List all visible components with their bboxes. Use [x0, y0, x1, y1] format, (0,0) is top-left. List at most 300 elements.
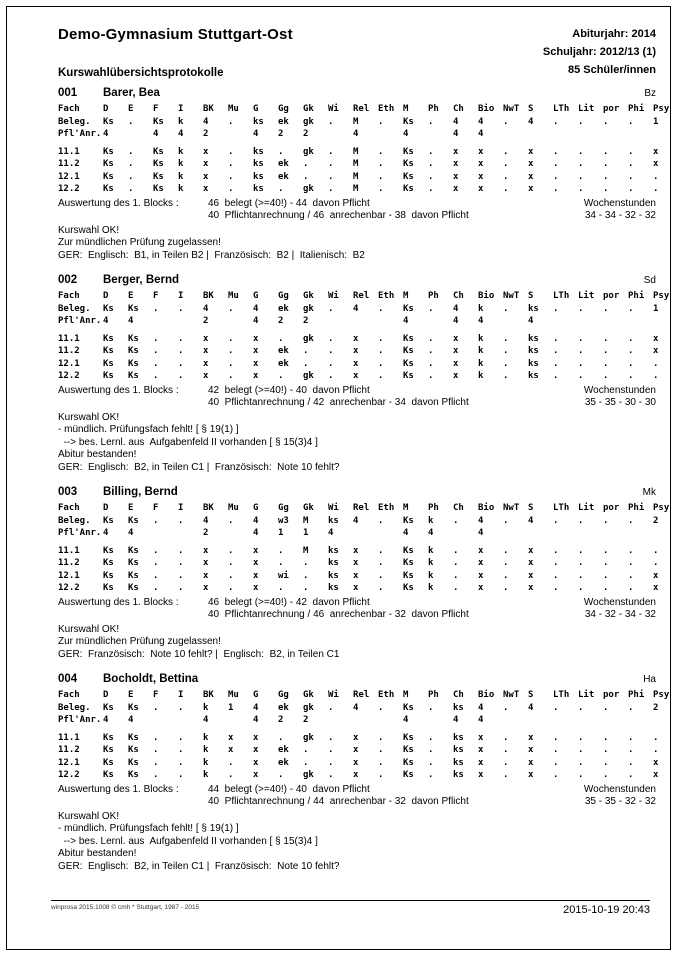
course-cell: ek [278, 358, 289, 369]
column-label: Bio [478, 291, 495, 301]
course-cell: . [428, 745, 434, 755]
course-cell: ek [278, 702, 289, 713]
course-cell: Ks [403, 732, 414, 743]
column-label: Ph [428, 690, 439, 700]
column-label: Ch [453, 690, 464, 700]
block-evaluation [58, 385, 656, 410]
note-line: Abitur bestanden! [58, 848, 137, 859]
course-cell: Ks [128, 333, 139, 344]
row-label: 12.2 [58, 371, 80, 381]
course-cell: x [203, 545, 209, 556]
course-cell [603, 527, 628, 540]
row-label: 11.1 [58, 146, 80, 157]
course-cell: . [653, 745, 659, 755]
row-label: 12.1 [58, 358, 80, 369]
course-cell: x [253, 745, 259, 755]
course-cell: 4 [253, 528, 259, 538]
course-cell [528, 714, 553, 727]
course-cell: 4 [128, 715, 134, 725]
course-cell: ks [253, 171, 264, 182]
course-cell: . [578, 146, 584, 157]
evaluation-label: Auswertung des 1. Blocks : [58, 197, 179, 209]
course-row-12-2 [58, 370, 659, 383]
wochenstunden-label: Wochenstunden [583, 596, 656, 608]
course-cell [428, 714, 453, 727]
course-cell: . [228, 558, 234, 568]
course-cell: . [503, 545, 509, 556]
wochenstunden-label: Wochenstunden [583, 384, 656, 396]
course-cell: 4 [353, 129, 359, 139]
course-table [58, 502, 670, 595]
column-label: Ph [428, 503, 439, 513]
row-label: 11.1 [58, 333, 80, 344]
course-cell: . [228, 116, 234, 127]
course-cell: gk [303, 702, 314, 713]
course-cell: . [503, 333, 509, 344]
course-cell: . [503, 159, 509, 169]
course-cell: x [528, 770, 534, 780]
column-label-fach: Fach [58, 690, 80, 700]
course-cell: Ks [128, 558, 139, 568]
note-line: Abitur bestanden! [58, 449, 137, 460]
course-cell: gk [303, 303, 314, 314]
course-cell: 4 [453, 316, 459, 326]
course-cell [578, 714, 603, 727]
column-label: F [153, 104, 159, 114]
course-cell: 1 [303, 528, 309, 538]
course-cell [503, 527, 528, 540]
column-label: Lit [578, 104, 595, 114]
course-cell: . [328, 184, 334, 194]
anrechnung-summary: 40 Pflichtanrechnung / 46 anrechenbar - 32 davon Pflicht [208, 609, 469, 620]
course-cell: . [553, 732, 559, 743]
course-cell: . [428, 702, 434, 713]
course-cell: . [178, 545, 184, 556]
course-cell: M [303, 545, 309, 556]
course-cell: x [478, 545, 484, 556]
course-cell: x [528, 558, 534, 568]
course-cell: . [503, 702, 509, 713]
course-cell: . [153, 570, 159, 581]
course-cell: ks [453, 757, 464, 768]
student-header [58, 274, 656, 288]
evaluation-row [58, 609, 656, 622]
student-section [58, 673, 670, 873]
course-cell: . [128, 171, 134, 182]
course-cell: 4 [528, 515, 534, 526]
course-cell: k [478, 358, 484, 369]
course-cell: . [628, 583, 634, 593]
column-label: Ch [453, 104, 464, 114]
course-cell: . [153, 745, 159, 755]
course-cell: x [453, 159, 459, 169]
course-cell [578, 527, 603, 540]
course-cell: 2 [203, 316, 209, 326]
course-cell: x [478, 184, 484, 194]
course-cell: . [553, 570, 559, 581]
column-label: D [103, 503, 109, 513]
block-evaluation [58, 198, 656, 223]
course-row-pfl-anr- [58, 527, 656, 540]
course-cell: . [378, 770, 384, 780]
belegt-summary: 46 belegt (>=40!) - 42 davon Pflicht [208, 596, 370, 608]
course-cell [353, 315, 378, 328]
course-cell: . [378, 371, 384, 381]
course-cell: . [428, 171, 434, 182]
course-cell: . [153, 732, 159, 743]
course-cell: . [328, 745, 334, 755]
course-cell: . [628, 702, 634, 713]
course-cell: . [628, 745, 634, 755]
course-table-body [58, 702, 659, 782]
course-cell: Ks [103, 702, 114, 713]
note-line: --> bes. Lernl. aus Aufgabenfeld II vorhanden [ § 15(3)4 ] [58, 436, 318, 448]
column-label: LTh [553, 291, 570, 301]
wochenstunden-values: 34 - 32 - 34 - 32 [584, 609, 656, 620]
course-cell: w3 [278, 515, 289, 526]
column-label: Gg [278, 104, 289, 114]
column-label: Wi [328, 503, 339, 513]
course-cell: Ks [128, 346, 139, 356]
course-cell: 2 [203, 528, 209, 538]
course-cell: x [353, 745, 359, 755]
course-cell: . [553, 371, 559, 381]
column-label: G [253, 104, 259, 114]
belegt-summary: 42 belegt (>=40!) - 40 davon Pflicht [208, 384, 370, 396]
course-row-pfl-anr- [58, 714, 656, 727]
course-cell: 4 [478, 715, 484, 725]
student-notes [58, 225, 656, 263]
column-label: BK [203, 690, 214, 700]
course-cell: Ks [103, 558, 114, 568]
course-cell: x [528, 570, 534, 581]
course-cell: Ks [403, 116, 414, 127]
footer-timestamp: 2015-10-19 20:43 [563, 904, 650, 916]
column-label: Ph [428, 104, 439, 114]
course-cell: k [478, 346, 484, 356]
course-cell: x [528, 757, 534, 768]
course-cell: . [328, 702, 334, 713]
course-row-11-1 [58, 333, 659, 346]
course-cell: . [428, 303, 434, 314]
course-cell: . [178, 732, 184, 743]
row-label: Beleg. [58, 515, 91, 526]
course-cell: . [653, 558, 659, 568]
course-cell: . [278, 583, 284, 593]
course-cell [378, 527, 403, 540]
course-cell [603, 714, 628, 727]
column-label: Eth [378, 690, 395, 700]
student-section [58, 274, 670, 474]
column-label: Mu [228, 690, 239, 700]
course-cell: k [478, 371, 484, 381]
course-cell [528, 128, 553, 141]
column-label: Rel [353, 690, 370, 700]
column-label: por [603, 690, 620, 700]
column-label: M [403, 690, 409, 700]
course-cell: . [578, 171, 584, 182]
evaluation-row [58, 796, 656, 809]
course-cell: . [328, 346, 334, 356]
column-label: Phi [628, 690, 645, 700]
note-line: Kurswahl OK! [58, 411, 120, 423]
course-cell: . [153, 358, 159, 369]
column-label: S [528, 104, 534, 114]
course-cell: . [578, 371, 584, 381]
course-cell: ek [278, 303, 289, 314]
note-line: GER: Englisch: B2, in Teilen C1 | Französisch: Note 10 fehlt? [58, 860, 340, 872]
course-cell: . [153, 333, 159, 344]
course-cell: x [228, 745, 234, 755]
course-cell: . [653, 371, 659, 381]
column-label: Lit [578, 291, 595, 301]
student-number: 002 [58, 274, 78, 286]
row-label: Beleg. [58, 702, 91, 713]
course-cell: . [603, 358, 609, 369]
course-table-header-row [58, 689, 670, 702]
school-name: Demo-Gymnasium Stuttgart-Ost [58, 26, 293, 43]
note-line: --> bes. Lernl. aus Aufgabenfeld II vorhanden [ § 15(3)4 ] [58, 835, 318, 847]
course-cell: . [328, 146, 334, 157]
row-label: 11.2 [58, 346, 80, 356]
course-row-pfl-anr- [58, 315, 656, 328]
course-cell: x [353, 333, 359, 344]
course-cell: Ks [103, 757, 114, 768]
course-cell: . [628, 184, 634, 194]
column-label: I [178, 104, 184, 114]
student-header [58, 673, 656, 687]
course-cell: . [153, 757, 159, 768]
course-cell: . [628, 770, 634, 780]
students-list [58, 87, 670, 873]
student-notes [58, 624, 656, 662]
course-cell: k [178, 116, 184, 127]
course-cell: x [203, 358, 209, 369]
course-cell: x [203, 184, 209, 194]
course-cell: . [428, 116, 434, 127]
course-cell: . [578, 757, 584, 768]
course-cell: M [353, 159, 359, 169]
course-cell: . [153, 702, 159, 713]
course-row-beleg- [58, 515, 659, 528]
course-cell: . [228, 184, 234, 194]
course-cell: Ks [103, 732, 114, 743]
column-label: D [103, 690, 109, 700]
row-label: 11.2 [58, 745, 80, 755]
course-cell [628, 527, 653, 540]
course-cell: x [253, 333, 259, 344]
course-cell: . [378, 745, 384, 755]
course-cell: . [628, 358, 634, 369]
block-evaluation [58, 784, 656, 809]
course-cell: . [453, 583, 459, 593]
column-label: NwT [503, 690, 520, 700]
course-cell: 2 [303, 316, 309, 326]
course-cell: . [628, 303, 634, 314]
course-cell: ks [328, 558, 339, 568]
row-label: 12.1 [58, 757, 80, 768]
course-cell: Ks [403, 583, 414, 593]
course-cell [428, 315, 453, 328]
course-cell: x [653, 570, 659, 581]
course-cell: x [203, 570, 209, 581]
course-cell: x [453, 333, 459, 344]
course-cell: wi [278, 570, 289, 581]
course-row-12-2 [58, 769, 659, 782]
belegt-summary: 46 belegt (>=40!) - 44 davon Pflicht [208, 197, 370, 209]
course-cell: ks [328, 570, 339, 581]
course-cell: 4 [428, 528, 434, 538]
course-cell: . [153, 303, 159, 314]
course-cell: x [653, 583, 659, 593]
course-cell: . [503, 358, 509, 369]
column-label: Gk [303, 291, 314, 301]
course-cell: . [228, 371, 234, 381]
anrechnung-summary: 40 Pflichtanrechnung / 46 anrechenbar - 38 davon Pflicht [208, 210, 469, 221]
course-cell: . [128, 116, 134, 127]
column-label: Ph [428, 291, 439, 301]
course-cell: . [628, 732, 634, 743]
anrechnung-summary: 40 Pflichtanrechnung / 44 anrechenbar - 32 davon Pflicht [208, 796, 469, 807]
column-label: por [603, 503, 620, 513]
course-cell: 4 [103, 129, 109, 139]
course-cell: . [653, 732, 659, 743]
course-cell: ek [278, 346, 289, 356]
column-label: por [603, 291, 620, 301]
course-cell: gk [303, 770, 314, 780]
course-cell: x [203, 171, 209, 182]
course-row-11-2 [58, 744, 659, 757]
course-cell: . [453, 570, 459, 581]
course-cell: . [303, 171, 309, 182]
course-cell: . [603, 757, 609, 768]
course-row-11-1 [58, 146, 659, 159]
course-cell: 4 [203, 303, 209, 314]
column-label: Phi [628, 503, 645, 513]
course-cell: . [178, 371, 184, 381]
note-line: Kurswahl OK! [58, 810, 120, 822]
course-cell: x [478, 159, 484, 169]
course-cell: . [428, 770, 434, 780]
course-table-body [58, 116, 659, 196]
course-cell: . [278, 558, 284, 568]
course-cell [603, 128, 628, 141]
course-cell: . [503, 515, 509, 526]
course-cell: x [203, 159, 209, 169]
course-cell: Ks [403, 745, 414, 755]
course-cell: 4 [528, 116, 534, 127]
course-cell: 2 [278, 715, 284, 725]
course-cell: . [553, 171, 559, 182]
course-cell: . [453, 515, 459, 526]
course-cell: . [603, 346, 609, 356]
course-cell: . [628, 346, 634, 356]
course-cell: ek [278, 171, 289, 182]
course-cell: Ks [403, 171, 414, 182]
course-cell: . [428, 184, 434, 194]
course-cell: k [203, 770, 209, 780]
course-cell: x [253, 583, 259, 593]
course-cell: x [253, 346, 259, 356]
course-cell: x [353, 583, 359, 593]
course-row-beleg- [58, 303, 659, 316]
course-cell: Ks [103, 358, 114, 369]
column-label: LTh [553, 503, 570, 513]
course-cell: . [628, 171, 634, 182]
course-cell [328, 315, 353, 328]
course-cell: . [378, 303, 384, 314]
course-cell: . [553, 702, 559, 713]
course-cell: . [278, 184, 284, 194]
course-cell: ks [528, 303, 539, 314]
course-cell: x [528, 732, 534, 743]
course-cell: . [628, 545, 634, 556]
course-cell [153, 714, 178, 727]
column-label: Phi [628, 104, 645, 114]
course-table [58, 689, 670, 782]
course-cell: x [653, 146, 659, 157]
course-cell: ks [328, 583, 339, 593]
course-cell: x [653, 333, 659, 344]
course-cell: . [128, 159, 134, 169]
page-footer [51, 900, 650, 916]
course-cell: . [178, 757, 184, 768]
course-cell: 4 [253, 129, 259, 139]
column-label: Mu [228, 291, 239, 301]
course-cell: ks [253, 184, 264, 194]
course-cell: . [428, 732, 434, 743]
course-cell: Ks [403, 757, 414, 768]
course-row-12-1 [58, 358, 659, 371]
course-cell: 4 [128, 316, 134, 326]
abitur-year: Abiturjahr: 2014 [572, 28, 656, 40]
note-line: - mündlich. Prüfungsfach fehlt! [ § 19(1) ] [58, 424, 239, 435]
course-cell: x [453, 358, 459, 369]
course-cell: . [578, 702, 584, 713]
course-cell: Ks [403, 515, 414, 526]
column-label: Gk [303, 503, 314, 513]
course-cell: . [428, 358, 434, 369]
course-cell: . [378, 570, 384, 581]
column-label: E [128, 291, 134, 301]
column-label: Phi [628, 291, 645, 301]
column-label: Rel [353, 104, 370, 114]
column-label: Wi [328, 690, 339, 700]
note-line: Zur mündlichen Prüfung zugelassen! [58, 237, 221, 248]
course-cell: Ks [128, 371, 139, 381]
student-section [58, 486, 670, 661]
course-cell: . [428, 371, 434, 381]
course-cell: . [603, 159, 609, 169]
wochenstunden-label: Wochenstunden [583, 783, 656, 795]
course-cell: Ks [128, 583, 139, 593]
course-cell: 4 [253, 515, 259, 526]
course-cell [353, 527, 378, 540]
column-label: BK [203, 503, 214, 513]
course-row-beleg- [58, 116, 659, 129]
wochenstunden-values: 34 - 34 - 32 - 32 [584, 210, 656, 221]
course-cell [328, 714, 353, 727]
note-line: - mündlich. Prüfungsfach fehlt! [ § 19(1) ] [58, 823, 239, 834]
column-label: G [253, 690, 259, 700]
column-label: D [103, 291, 109, 301]
column-label: E [128, 503, 134, 513]
course-cell: . [603, 371, 609, 381]
column-label: Psy [653, 690, 670, 700]
course-row-12-1 [58, 757, 659, 770]
course-cell: . [378, 159, 384, 169]
course-cell: . [128, 184, 134, 194]
